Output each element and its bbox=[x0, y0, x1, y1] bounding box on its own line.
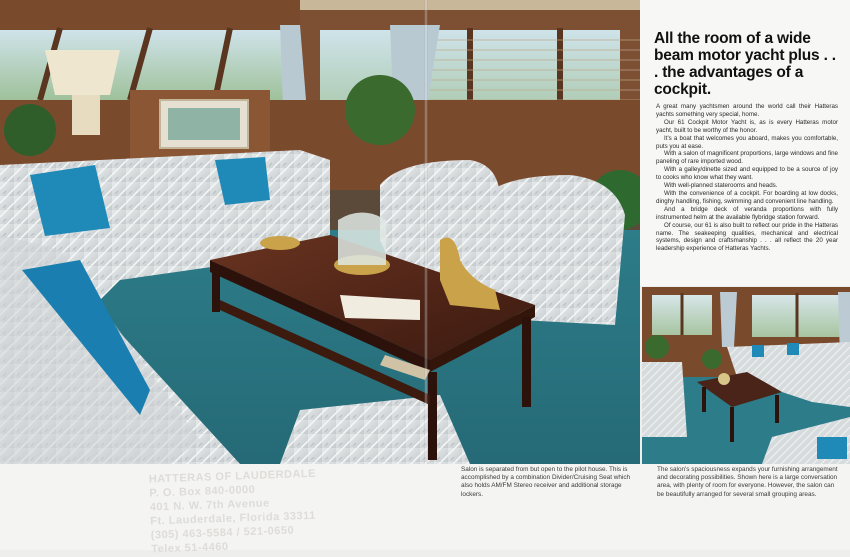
body-paragraph: A great many yachtsmen around the world call their Hatteras yachts something very special, home. bbox=[656, 103, 838, 118]
show-through-line: 401 N. W. 7th Avenue bbox=[149, 497, 270, 514]
body-paragraph: With a salon of magnificent proportions, large windows and fine paneling of rare imported wood. bbox=[656, 150, 838, 166]
salon-caption: Salon is separated from but open to the pilot house. This is accomplished by a combination Divider/Cruising Seat which also holds AM/FM Stereo receiver and additional storage lockers. bbox=[461, 466, 631, 498]
headline: All the room of a wide beam motor yacht plus . . . the advantages of a cockpit. bbox=[654, 30, 836, 98]
show-through-line: HATTERAS OF LAUDERDALE bbox=[148, 467, 317, 486]
body-paragraph: And a bridge deck of veranda proportions with fully instrumented helm at the available flybridge station forward. bbox=[656, 205, 838, 221]
inset-caption: The salon's spaciousness expands your furnishing arrangement and decorating possibilities. Shown here is a large conversation area, with plenty of room for everyone. However, the salon can be beautifully arranged for several small grouping areas. bbox=[657, 466, 838, 498]
body-paragraph: Of course, our 61 is also built to reflect our pride in the Hatteras name. The seakeeping qualities, mechanical and electrical systems, design and craftsmanship . . . all reflect the 20 year leadership experience of Hatteras Yachts. bbox=[656, 221, 838, 253]
body-copy bbox=[656, 103, 838, 253]
show-through-line: P. O. Box 840-0000 bbox=[149, 483, 256, 500]
show-through-line: (305) 463-5584 / 521-0650 bbox=[150, 524, 295, 542]
show-through-line: Telex 51-4460 bbox=[151, 540, 229, 556]
body-paragraph: It's a boat that welcomes you aboard, makes you comfortable, puts you at ease. bbox=[656, 134, 838, 150]
body-paragraph: With the convenience of a cockpit. For boarding at low docks, dinghy handling, fishing, swimming and convenient line handling. bbox=[656, 189, 838, 205]
inset-salon-photo bbox=[642, 287, 850, 464]
body-paragraph: With well-planned staterooms and heads. bbox=[664, 182, 778, 190]
body-paragraph: Our 61 Cockpit Motor Yacht is, as is every Hatteras motor yacht, built to be worthy of the honor. bbox=[656, 118, 838, 134]
body-paragraph: With a galley/dinette sized and equipped to be a source of joy to cooks who know what they want. bbox=[656, 166, 838, 182]
show-through-line: Ft. Lauderdale, Florida 33311 bbox=[150, 509, 316, 528]
show-through-text bbox=[149, 463, 412, 556]
